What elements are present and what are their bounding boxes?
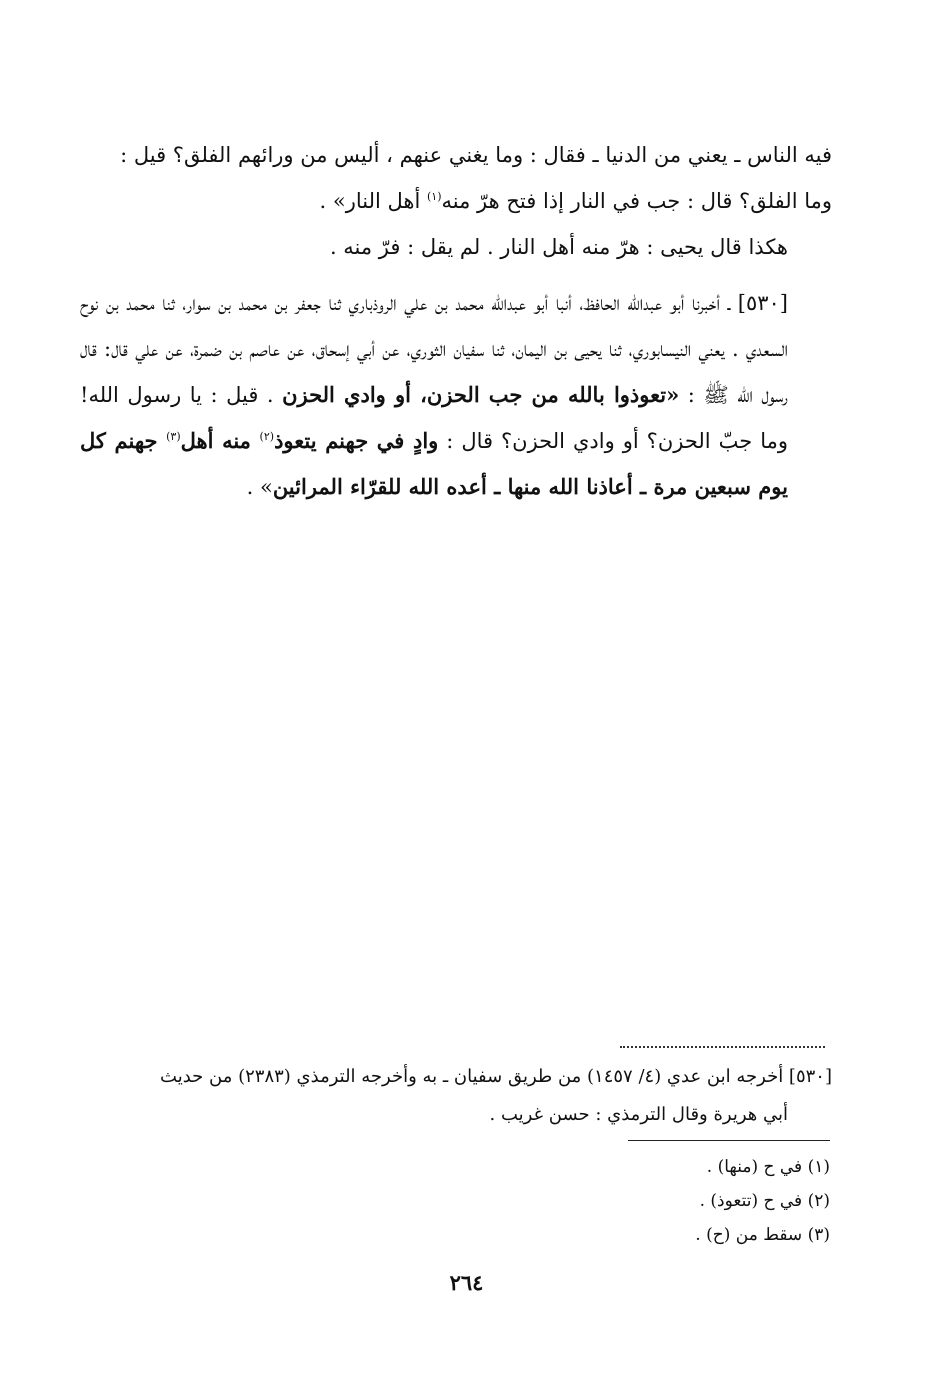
hadith-matn-4: جهنم كل يوم سبعين مرة ـ أعاذنا الله منها ـ أعده الله للقرّاء المرائين: [80, 428, 788, 499]
hadith-matn-3: منه أهل: [180, 428, 260, 453]
paragraph-2: هكذا قال يحيى : هرّ منه أهل النار . لم يقل : فرّ منه .: [329, 235, 788, 259]
hadith-question: . قيل : يا رسول الله! وما جبّ الحزن؟ أو وادي الحزن؟ قال :: [80, 383, 788, 453]
hadith-matn-2: وادٍ في جهنم يتعوذ: [274, 428, 439, 453]
footnote-1: (١) في ح (منها) .: [706, 1157, 830, 1177]
hadith-isnad: [٥٣٠] ـ أخبرنا أبو عبدالله الحافظ، أنبا أبو عبدالله محمد بن علي الروذباري ثنا جعفر بن محمد بن سوار، ثنا محمد بن نوح السعدي . يعني النيسابوري، ثنا يحيى بن اليمان، ثنا سفيان الثوري، عن أبي إسحاق، عن عاصم بن ضمرة، عن علي قال: قال رسول الله ﷺ :: [80, 291, 788, 407]
footnote-rule: [628, 1140, 830, 1141]
hadith-matn-1: «تعوذوا بالله من جب الحزن، أو وادي الحزن: [282, 382, 680, 407]
paragraph-1: [80, 132, 832, 224]
takhrij-line-2: أبي هريرة وقال الترمذي : حسن غريب .: [489, 1104, 788, 1125]
paragraph-1-line-2-end: أهل النار» .: [319, 189, 427, 213]
dotted-separator: [620, 1046, 825, 1048]
footnote-ref-3: (٣): [166, 430, 181, 443]
paragraph-1-line-2: وما الفلق؟ قال : جب في النار إذا فتح هرّ منه: [441, 189, 832, 213]
footnote-ref-1: (١): [426, 190, 442, 203]
footnote-3: (٣) سقط من (ح) .: [695, 1225, 830, 1245]
takhrij-line-1: [٥٣٠] أخرجه ابن عدي (٤/ ١٤٥٧) من طريق سفيان ـ به وأخرجه الترمذي (٢٣٨٣) من حديث: [160, 1066, 832, 1087]
footnote-ref-2: (٢): [259, 430, 275, 443]
paragraph-1-line-1: فيه الناس ـ يعني من الدنيا ـ فقال : وما يغني عنهم ، أليس من ورائهم الفلق؟ قيل :: [120, 143, 832, 167]
footnotes: [80, 1150, 832, 1252]
hadith-paragraph: [80, 280, 832, 510]
hadith-close: » .: [246, 475, 273, 499]
footnote-2: (٢) في ح (تتعوذ) .: [699, 1191, 830, 1211]
main-text: [80, 132, 832, 510]
takhrij-note: [80, 1058, 832, 1134]
page-number: ٢٦٤: [449, 1270, 484, 1295]
